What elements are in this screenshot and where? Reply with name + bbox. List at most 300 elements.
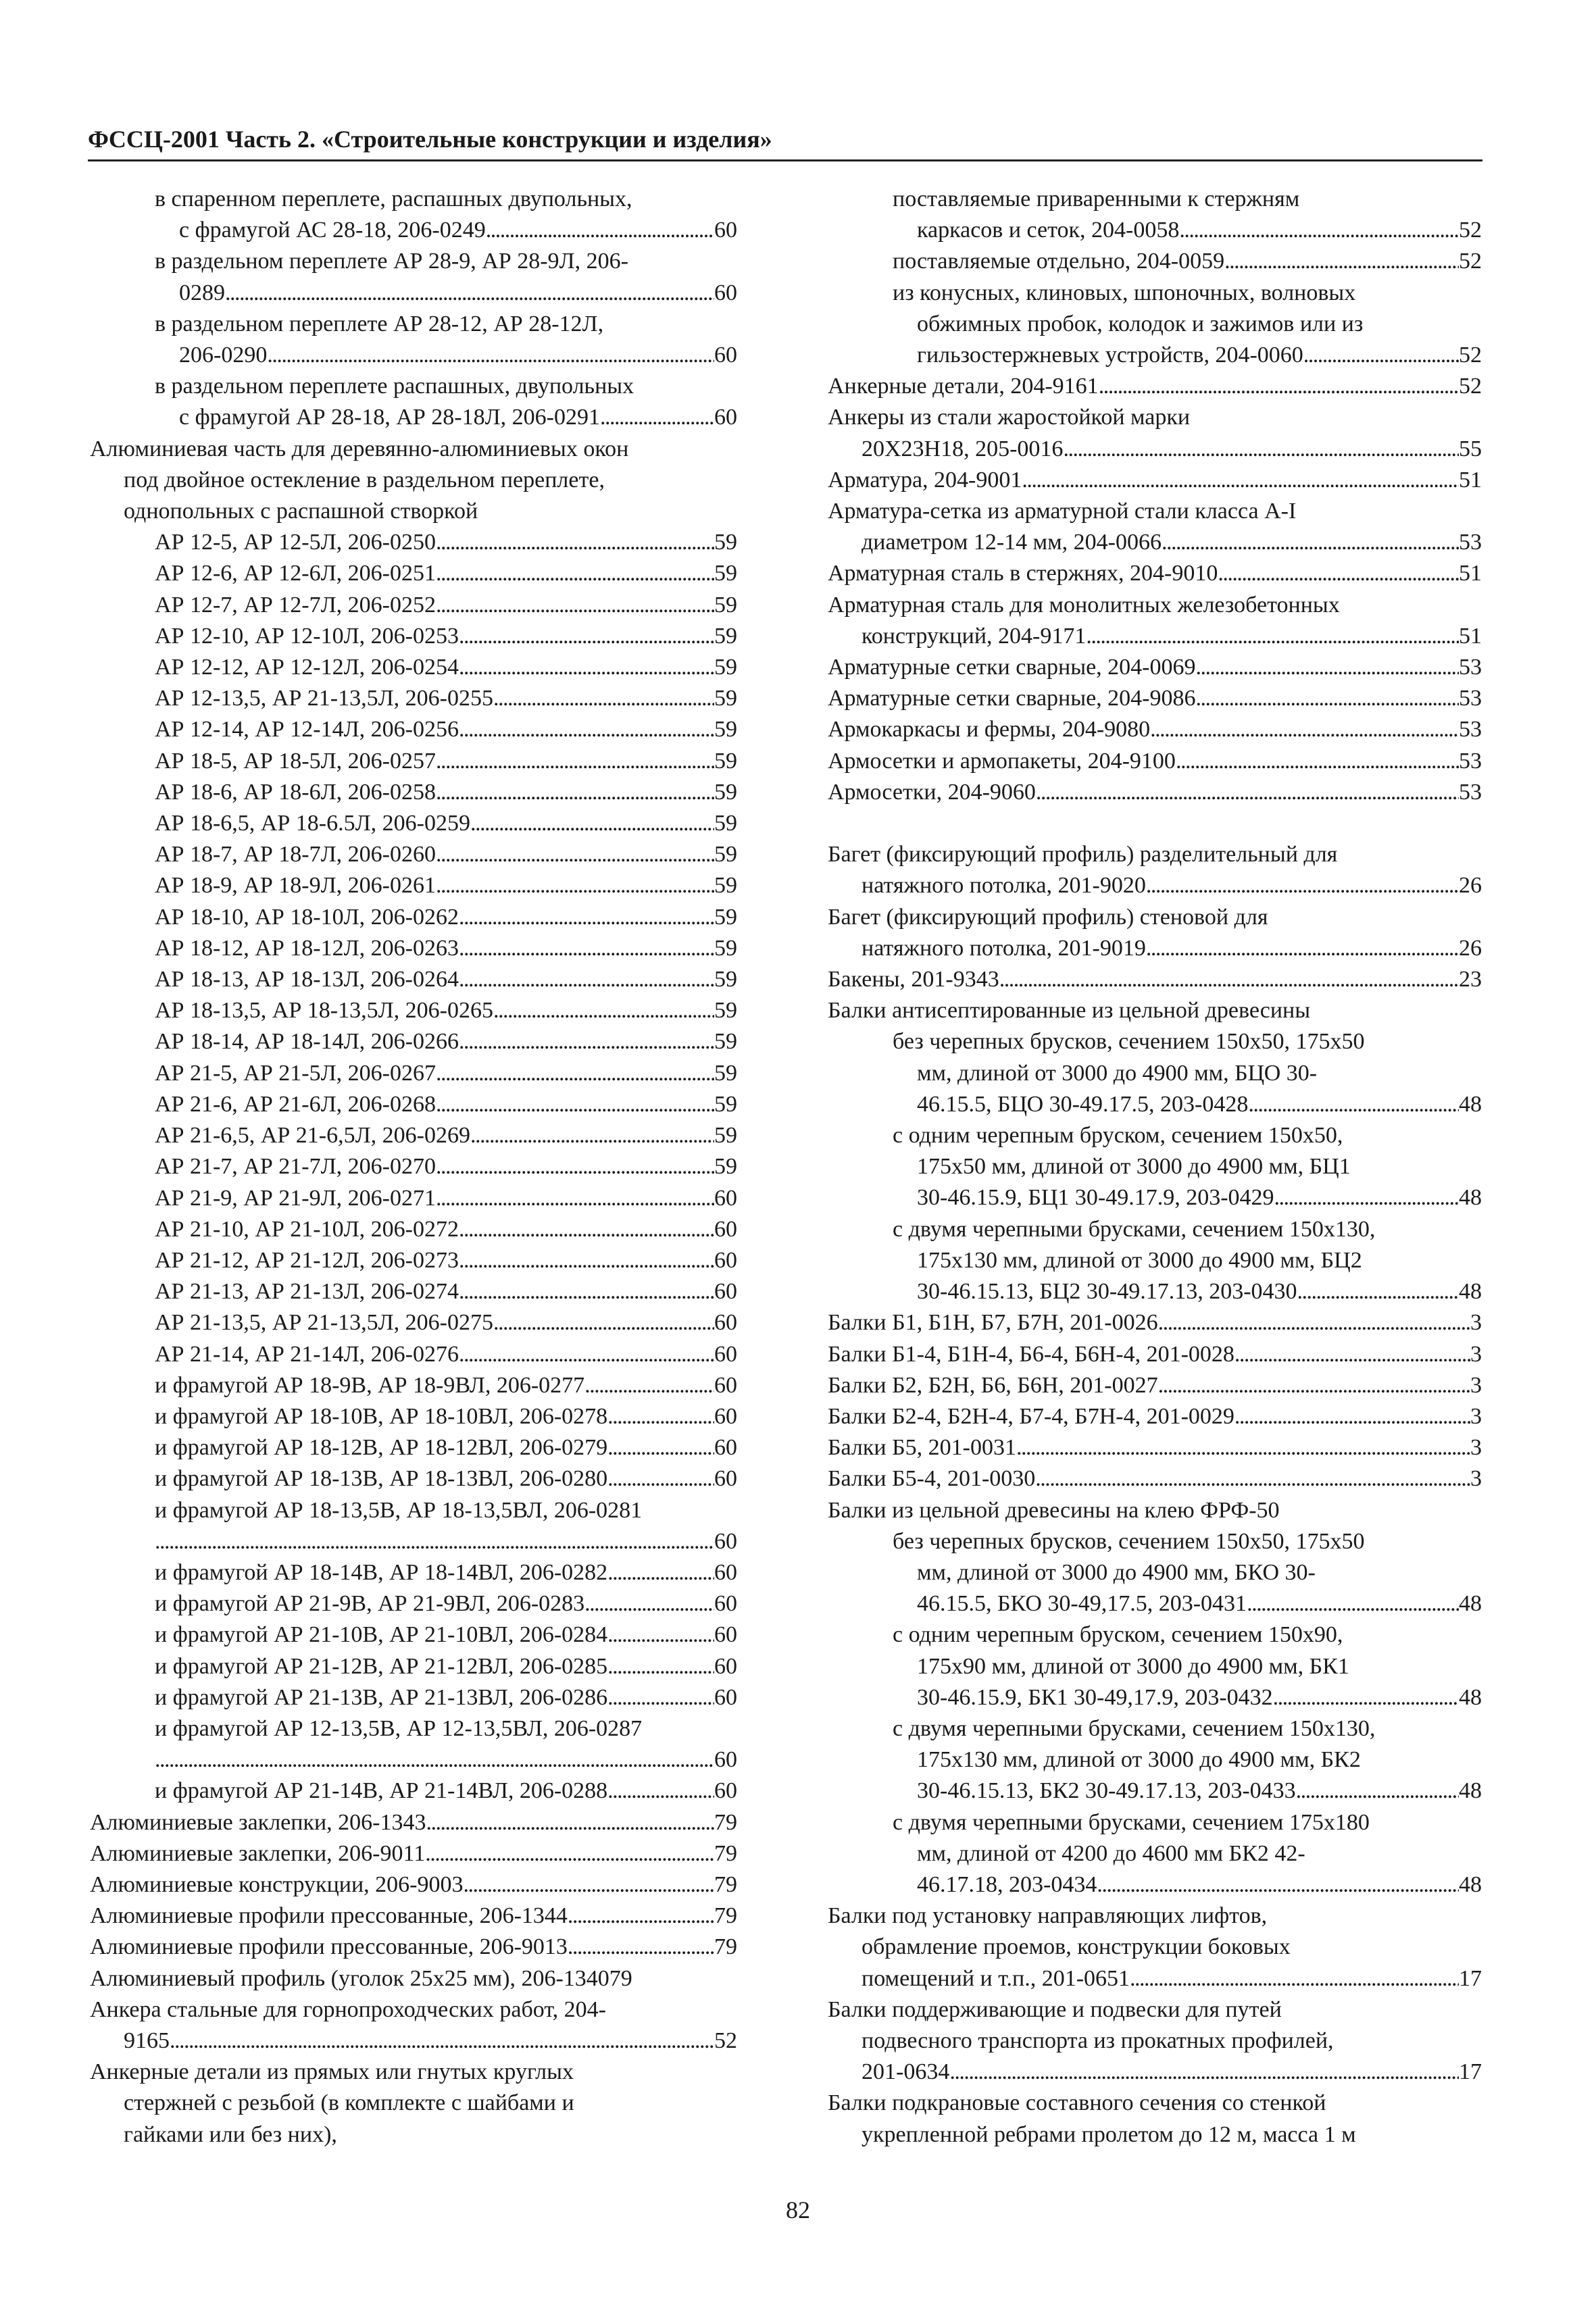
index-entry [90,995,737,1026]
page-ref: 51 [1459,561,1482,586]
page-ref: 53 [1459,748,1482,774]
entry-last-line [828,1182,1482,1213]
index-entry [90,1276,737,1307]
entry-last-line [90,527,737,558]
entry-last-line [828,1432,1482,1463]
entry-line: с одним черепным бруском, сечением 150х90, [893,1622,1343,1648]
index-entry [90,1432,737,1463]
dot-leader [584,1588,714,1619]
dot-leader [1296,1776,1459,1807]
entry-last-line [828,558,1482,589]
entry-text: АР 18-13,5, АР 18-13,5Л, 206-0265 [155,998,493,1024]
dot-leader [493,1307,714,1338]
entry-last-line [90,1619,737,1651]
entry-text: Бакены, 201-9343 [828,967,999,992]
index-entry [90,933,737,964]
dot-leader [425,1838,714,1869]
entry-last-line [90,1588,737,1619]
index-entry [828,1370,1482,1401]
index-entry [90,1401,737,1432]
header-rule [88,159,1482,161]
page-ref: 60 [714,1684,737,1710]
dot-leader [607,1776,714,1807]
page-ref: 60 [714,1778,737,1804]
entry-last-line [90,964,737,995]
entry-last-line [828,1963,1482,1994]
page-ref: 48 [1459,1591,1482,1617]
entry-text: гильзостержневых устройств, 204-0060 [917,343,1303,368]
index-entry [90,902,737,933]
index-entry [90,1838,737,1869]
entry-last-line [90,1089,737,1120]
entry-text: Балки Б1, Б1Н, Б7, Б7Н, 201-0026 [828,1310,1158,1336]
dot-leader [436,870,714,901]
page-ref: 60 [714,280,737,305]
page-ref: 53 [1459,717,1482,743]
entry-text: 0289 [179,280,225,305]
dot-leader [463,1869,714,1901]
index-entry [828,1120,1482,1214]
dot-leader [459,1276,714,1307]
entry-last-line [90,1058,737,1089]
index-column-right [828,184,1482,2150]
entry-last-line [828,215,1482,246]
index-entry [828,746,1482,777]
dot-leader [436,777,714,808]
dot-leader [459,1245,714,1276]
entry-last-line [828,1276,1482,1307]
page-ref: 59 [714,686,737,711]
page-ref: 60 [714,343,737,368]
entry-line: Алюминиевая часть для деревянно-алюминиевых окон [90,436,629,461]
entry-line: Анкера стальные для горнопроходческих работ, 204- [90,1996,606,2022]
index-column-left [90,184,737,2150]
entry-line: укрепленной ребрами пролетом до 12 м, масса 1 м [862,2121,1356,2147]
entry-text: диаметром 12-14 мм, 204-0066 [862,530,1162,555]
entry-line: без черепных брусков, сечением 150х50, 175х50 [893,1029,1365,1055]
entry-line: мм, длиной от 3000 до 4900 мм, БЦО 30- [917,1060,1318,1086]
page-ref: 55 [1459,436,1482,461]
entry-last-line [90,1682,737,1713]
dot-leader [493,995,714,1026]
entry-text: Алюминиевые профили прессованные, 206-9013 [90,1934,568,1960]
dot-leader [436,527,714,558]
index-entry [90,1588,737,1619]
page-ref: 3 [1470,1466,1482,1492]
dot-leader [1303,340,1459,371]
index-entry [90,1370,737,1401]
entry-last-line [90,683,737,714]
dot-leader [1158,1370,1470,1401]
entry-last-line [828,652,1482,683]
entry-last-line [90,652,737,683]
index-entry [90,1557,737,1588]
dot-leader [486,215,714,246]
page-ref: 59 [714,1123,737,1149]
entry-text: с фрамугой АС 28-18, 206-0249 [179,218,486,243]
entry-line: поставляемые приваренными к стержням [893,186,1300,211]
entry-last-line [828,1089,1482,1120]
dot-leader [1235,1339,1470,1370]
index-entry [828,1713,1482,1807]
entry-last-line [828,1463,1482,1494]
entry-text: и фрамугой АР 18-12В, АР 18-12ВЛ, 206-0279 [155,1435,608,1461]
page-ref: 17 [1459,1965,1482,1991]
dot-leader [459,1339,714,1370]
dot-leader [459,652,714,683]
dot-leader [436,746,714,777]
entry-last-line [90,558,737,589]
entry-text: АР 18-12, АР 18-12Л, 206-0263 [155,935,459,961]
entry-last-line [828,870,1482,901]
page-ref: 52 [1459,249,1482,274]
entry-text: 46.15.5, БКО 30-49,17.5, 203-0431 [917,1591,1247,1617]
page-ref: 59 [714,592,737,618]
entry-text: и фрамугой АР 21-13В, АР 21-13ВЛ, 206-0286 [155,1684,608,1710]
entry-line: Балки антисептированные из цельной древесины [828,998,1311,1024]
index-entry [828,465,1482,496]
entry-line: с двумя черепными брусками, сечением 175х180 [893,1809,1370,1835]
entry-last-line [828,2057,1482,2088]
index-entry [828,590,1482,652]
entry-last-line [90,1339,737,1370]
entry-last-line [90,1901,737,1932]
dot-leader [607,1651,714,1682]
entry-last-line [90,340,737,371]
page-ref: 52 [714,2028,737,2053]
entry-text: АР 21-13,5, АР 21-13,5Л, 206-0275 [155,1310,493,1336]
dot-leader [436,839,714,870]
index-entry [90,1682,737,1713]
entry-last-line [90,1307,737,1338]
entry-line: Балки из цельной древесины на клею ФРФ-50 [828,1497,1280,1523]
entry-line: Балки под установку направляющих лифтов, [828,1903,1268,1929]
entry-line: Анкеры из стали жаростойкой марки [828,405,1191,430]
entry-line: в спаренном переплете, распашных двупольных, [155,186,632,211]
dot-leader [459,621,714,652]
entry-last-line [90,746,737,777]
entry-line: 175х50 мм, длиной от 3000 до 4900 мм, БЦ1 [917,1154,1351,1180]
page-ref: 59 [714,842,737,867]
dot-leader [607,1557,714,1588]
index-entry [90,1463,737,1494]
entry-text: АР 21-14, АР 21-14Л, 206-0276 [155,1341,459,1367]
page-ref: 59 [714,811,737,836]
index-entry [90,215,737,246]
dot-leader [1099,371,1459,402]
entry-last-line [828,933,1482,964]
entry-text: АР 12-6, АР 12-6Л, 206-0251 [155,561,436,586]
entry-text: 30-46.15.13, БК2 30-49.17.13, 203-0433 [917,1778,1296,1804]
dot-leader [470,808,714,839]
entry-text: АР 12-14, АР 12-14Л, 206-0256 [155,717,459,743]
dot-leader [436,1058,714,1089]
entry-last-line [828,1776,1482,1807]
dot-leader [1063,434,1459,465]
index-entry [90,1776,737,1807]
entry-text: АР 18-14, АР 18-14Л, 206-0266 [155,1029,459,1055]
entry-line: из конусных, клиновых, шпоночных, волновых [893,280,1356,305]
dot-leader [493,683,714,714]
entry-last-line [828,1588,1482,1619]
page-ref: 60 [714,1279,737,1305]
entry-text: и фрамугой АР 21-12В, АР 21-12ВЛ, 206-0285 [155,1653,608,1679]
entry-text: АР 21-6,5, АР 21-6,5Л, 206-0269 [155,1123,470,1149]
dot-leader [607,1463,714,1494]
entry-last-line [90,1183,737,1214]
dot-leader [607,1619,714,1651]
index-entry [828,714,1482,745]
page-ref: 60 [714,1185,737,1211]
index-entry [828,995,1482,1026]
page-ref: 51 [1459,623,1482,649]
page-ref: 60 [714,1435,737,1461]
page-ref: 60 [714,405,737,430]
index-entry [90,1807,737,1838]
entry-last-line [828,465,1482,496]
dot-leader [459,714,714,745]
dot-leader [1146,870,1459,901]
index-entry [90,371,737,402]
entry-text: АР 12-13,5, АР 21-13,5Л, 206-0255 [155,686,493,711]
entry-last-line [828,527,1482,558]
index-entry [828,1807,1482,1901]
entry-last-line [90,1120,737,1151]
dot-leader [1146,933,1459,964]
dot-leader [1150,714,1459,745]
entry-text: каркасов и сеток, 204-0058 [917,218,1180,243]
dot-leader [459,933,714,964]
blank-line [828,808,1482,839]
entry-text: АР 21-13, АР 21-13Л, 206-0274 [155,1279,459,1305]
entry-text: АР 21-9, АР 21-9Л, 206-0271 [155,1185,436,1211]
entry-line: 175х130 мм, длиной от 3000 до 4900 мм, БЦ2 [917,1247,1362,1273]
entry-last-line [90,1932,737,1963]
entry-last-line [828,246,1482,277]
index-entry [90,527,737,558]
page-ref: 59 [714,935,737,961]
entry-last-line [828,1869,1482,1901]
entry-last-line [90,1869,737,1901]
entry-last-line [828,434,1482,465]
entry-text: АР 12-10, АР 12-10Л, 206-0253 [155,623,459,649]
dot-leader [1224,246,1459,277]
index-entry [90,1026,737,1057]
index-entry [90,870,737,901]
index-entry [90,1901,737,1932]
entry-line: под двойное остекление в раздельном переплете, [124,467,605,493]
page-ref: 48 [1459,1778,1482,1804]
index-entry [828,2088,1482,2150]
index-entry [90,839,737,870]
entry-text: поставляемые отдельно, 204-0059 [893,249,1225,274]
entry-line: Багет (фиксирующий профиль) разделительный для [828,842,1338,867]
index-entry [828,402,1482,464]
entry-line: Багет (фиксирующий профиль) стеновой для [828,904,1268,930]
entry-text: АР 21-5, АР 21-5Л, 206-0267 [155,1060,436,1086]
dot-leader [1035,1463,1470,1494]
page-ref: 59 [714,530,737,555]
dot-leader [1036,777,1459,808]
index-entry [828,278,1482,372]
entry-text: помещений и т.п., 201-0651 [862,1965,1130,1991]
dot-leader [459,1026,714,1057]
page-ref: 60 [714,1653,737,1679]
entry-last-line [90,870,737,901]
dot-leader [1162,527,1459,558]
index-entry [90,1869,737,1901]
dot-leader [568,1901,714,1932]
page-ref: 59 [714,1029,737,1055]
page-ref: 79 [714,1934,737,1960]
entry-last-line [90,839,737,870]
entry-text: 46.15.5, БЦО 30-49.17.5, 203-0428 [917,1091,1249,1117]
dot-leader [1022,465,1459,496]
entry-last-line [828,371,1482,402]
entry-text: 30-46.15.13, БЦ2 30-49.17.13, 203-0430 [917,1279,1297,1305]
entry-last-line [90,995,737,1026]
dot-leader [999,964,1459,995]
dot-leader [584,1370,714,1401]
entry-line: Балки подкрановые составного сечения со стенкой [828,2090,1326,2116]
entry-line: Арматура-сетка из арматурной стали класса А-I [828,499,1297,524]
entry-text: Алюминиевые профили прессованные, 206-1344 [90,1903,568,1929]
index-entry [828,683,1482,714]
dot-leader [607,1432,714,1463]
page-ref: 52 [1459,218,1482,243]
entry-last-line [828,964,1482,995]
index-entry [90,246,737,277]
entry-text: и фрамугой АР 18-10В, АР 18-10ВЛ, 206-0278 [155,1403,608,1429]
page-ref: 79 [714,1871,737,1897]
entry-last-line [828,340,1482,371]
entry-line: с двумя черепными брусками, сечением 150х130, [893,1216,1376,1242]
index-entry [90,808,737,839]
page-ref: 48 [1459,1279,1482,1305]
entry-text: Балки Б2, Б2Н, Б6, Б6Н, 201-0027 [828,1372,1158,1398]
dot-leader [436,590,714,621]
dot-leader [1248,1089,1459,1120]
entry-line: подвесного транспорта из прокатных профилей, [862,2028,1334,2053]
entry-line: в раздельном переплете АР 28-12, АР 28-12Л, [155,311,604,336]
entry-last-line [828,1682,1482,1713]
entry-text: АР 18-9, АР 18-9Л, 206-0261 [155,873,436,899]
entry-text: Арматурные сетки сварные, 204-0069 [828,655,1196,680]
entry-text: Арматура, 204-9001 [828,467,1022,493]
index-entry [90,1183,737,1214]
index-entry [90,652,737,683]
entry-text: Балки Б1-4, Б1Н-4, Б6-4, Б6Н-4, 201-0028 [828,1341,1235,1367]
page-ref: 48 [1459,1684,1482,1710]
entry-text: Армосетки, 204-9060 [828,779,1036,805]
dot-leader [1195,652,1459,683]
page-ref: 60 [714,1747,737,1773]
page-ref: 3 [1470,1403,1482,1429]
entry-text: АР 18-6,5, АР 18-6.5Л, 206-0259 [155,811,470,836]
page-ref: 59 [714,873,737,899]
entry-line: Алюминиевый профиль (уголок 25х25 мм), 206-134079 [90,1965,632,1991]
page-ref: 3 [1470,1310,1482,1336]
index-entry [90,434,737,528]
entry-text: АР 12-7, АР 12-7Л, 206-0252 [155,592,436,618]
page-ref: 52 [1459,374,1482,399]
index-entry [90,683,737,714]
page-ref: 3 [1470,1341,1482,1367]
entry-text: конструкций, 204-9171 [862,623,1087,649]
entry-text: АР 18-10, АР 18-10Л, 206-0262 [155,904,459,930]
entry-text: АР 18-6, АР 18-6Л, 206-0258 [155,779,436,805]
index-entry [828,1526,1482,1620]
dot-leader [1247,1588,1459,1619]
dot-leader [1297,1276,1459,1307]
entry-text: АР 12-5, АР 12-5Л, 206-0250 [155,530,436,555]
index-entry [90,1339,737,1370]
entry-line: и фрамугой АР 18-13,5В, АР 18-13,5ВЛ, 206-0281 [155,1497,643,1523]
index-entry [828,1339,1482,1370]
index-entry [90,746,737,777]
index-entry [90,1151,737,1182]
entry-line: 175х90 мм, длиной от 3000 до 4900 мм, БК1 [917,1653,1349,1679]
entry-text: Алюминиевые конструкции, 206-9003 [90,1871,464,1897]
page-ref: 53 [1459,655,1482,680]
dot-leader [155,1744,714,1776]
entry-text: АР 12-12, АР 12-12Л, 206-0254 [155,655,459,680]
entry-text: и фрамугой АР 21-14В, АР 21-14ВЛ, 206-0288 [155,1778,608,1804]
index-entry [90,1245,737,1276]
entry-last-line [90,714,737,745]
dot-leader [1273,1682,1459,1713]
entry-line: мм, длиной от 4200 до 4600 мм БК2 42- [917,1840,1305,1866]
dot-leader [436,558,714,589]
entry-text: Арматурные сетки сварные, 204-9086 [828,686,1196,711]
entry-last-line [90,590,737,621]
index-entry [90,1495,737,1557]
entry-text: Балки Б5-4, 201-0030 [828,1466,1036,1492]
index-entry [90,1307,737,1338]
page-ref: 59 [714,655,737,680]
entry-last-line [90,1245,737,1276]
index-entry [90,340,737,371]
page-ref: 51 [1459,467,1482,493]
dot-leader [1274,1182,1459,1213]
index-entry [828,1214,1482,1308]
entry-text: натяжного потолка, 201-9020 [862,873,1146,899]
entry-last-line [828,746,1482,777]
entry-text: АР 21-7, АР 21-7Л, 206-0270 [155,1154,436,1180]
page-ref: 59 [714,748,737,774]
dot-leader [600,402,714,433]
page-ref: 59 [714,967,737,992]
entry-line: обрамление проемов, конструкции боковых [862,1934,1291,1960]
entry-line: Арматурная сталь для монолитных железобетонных [828,592,1340,618]
entry-text: 20Х23Н18, 205-0016 [862,436,1064,461]
index-entry [90,621,737,652]
page-ref: 17 [1459,2059,1482,2085]
entry-text: с фрамугой АР 28-18, АР 28-18Л, 206-0291 [179,405,600,430]
page-ref: 26 [1459,873,1482,899]
page-ref: 59 [714,623,737,649]
entry-line: гайками или без них), [124,2121,337,2147]
entry-text: Арматурная сталь в стержнях, 204-9010 [828,561,1218,586]
entry-last-line [90,621,737,652]
index-entry [90,184,737,215]
entry-last-line [90,1432,737,1463]
index-entry [828,777,1482,808]
entry-text: 30-46.15.9, БК1 30-49,17.9, 203-0432 [917,1684,1273,1710]
index-entry [828,1026,1482,1120]
entry-last-line [90,215,737,246]
dot-leader [267,340,714,371]
